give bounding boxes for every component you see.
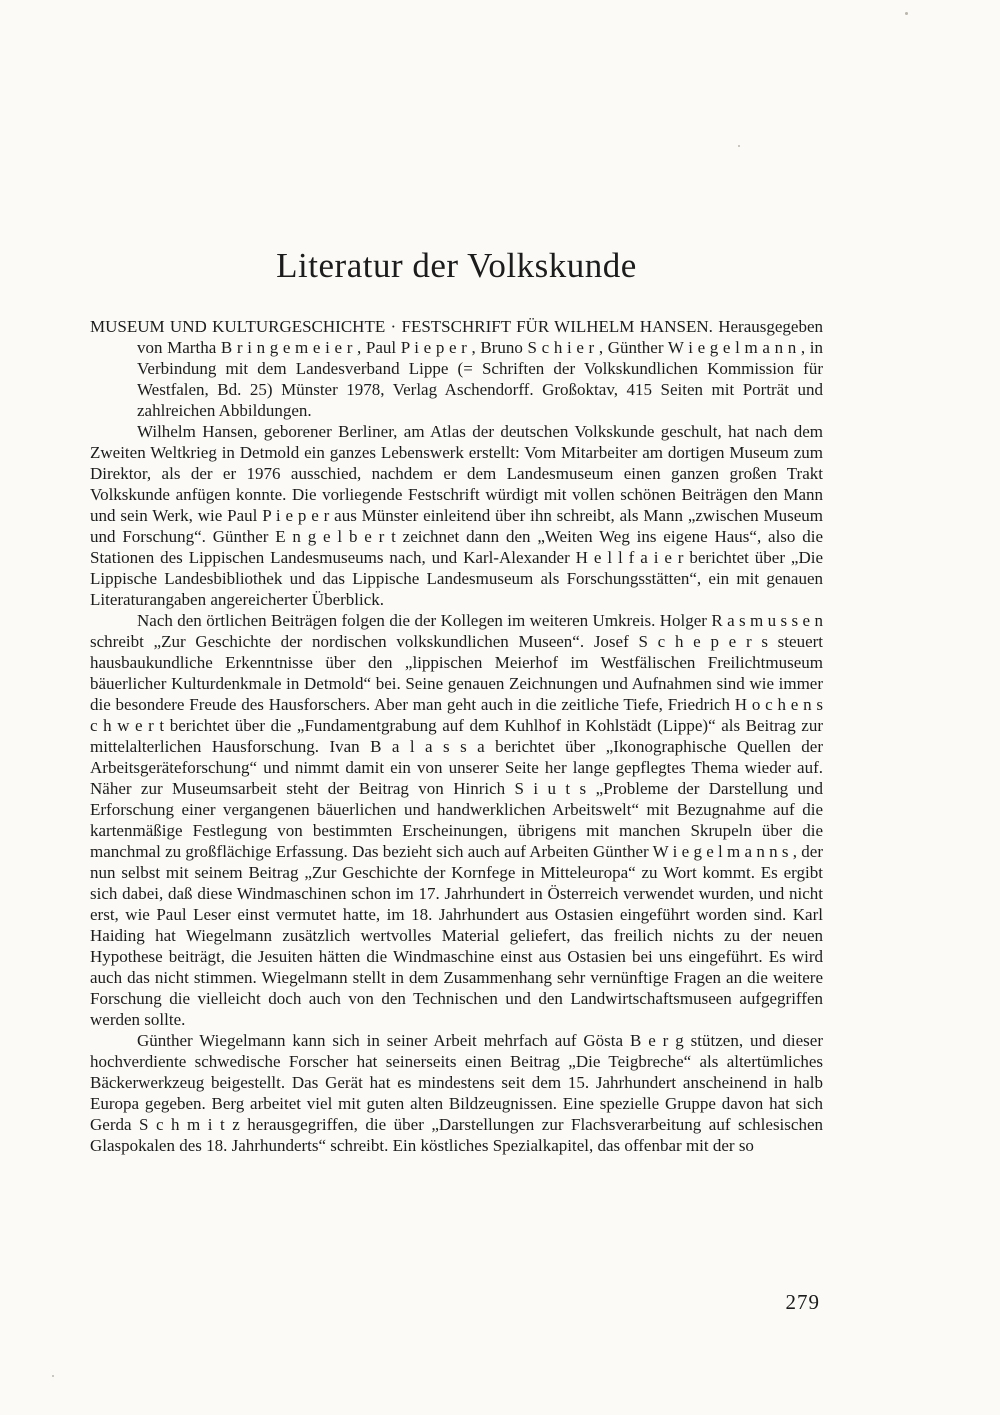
scan-speck <box>738 145 740 147</box>
text-block <box>90 316 823 1156</box>
scan-speck <box>905 12 908 15</box>
page-number: 279 <box>785 1290 820 1314</box>
review-paragraph: Nach den örtlichen Beiträgen folgen die der Kollegen im weiteren Umkreis. Holger R a s m u s s e n schreibt „Zur Geschichte der nordischen volkskundlichen Museen“. Josef S c h e p e r s steuert hausbaukundliche Erkenntnisse über den „lippischen Meierhof im Westfälischen Freilichtmuseum bäuerlicher Kulturdenkmale in Detmold“ bei. Seine genauen Zeichnungen und Aufnahmen sind wie immer die besondere Freude des Hausforschers. Aber man geht auch in die zeitliche Tiefe, Friedrich H o c h e n s c h w e r t berichtet über die „Fundamentgrabung auf dem Kuhlhof in Kohlstädt (Lippe)“ als Beitrag zur mittelalterlichen Hausforschung. Ivan B a l a s s a berichtet über „Ikonographische Quellen der Arbeitsgeräteforschung“ und nimmt damit ein von unserer Seite her lange gepflegtes Thema wieder auf. Näher zur Museumsarbeit steht der Beitrag von Hinrich S i u t s „Probleme der Darstellung und Erforschung einer vergangenen bäuerlichen und handwerklichen Arbeitswelt“ mit Bezugnahme auf die kartenmäßige Festlegung von bestimmten Erscheinungen, übrigens mit manchen Skrupeln über die manchmal zu großflächige Erfassung. Das bezieht sich auch auf Arbeiten Günther W i e g e l m a n n s , der nun selbst mit seinem Beitrag „Zur Geschichte der Kornfege in Mitteleuropa“ zu Wort kommt. Es ergibt sich dabei, daß diese Windmaschinen schon im 17. Jahrhundert in Österreich verwendet wurden, und nicht erst, wie Paul Leser einst vermutet hatte, im 18. Jahrhundert aus Ostasien eingeführt worden sind. Karl Haiding hat Wiegelmann zusätzlich wertvolles Material geliefert, das freilich nichts zu der neuen Hypothese beiträgt, die Jesuiten hätten die Windmaschine einst aus Ostasien bei uns eingeführt. Es wird auch das nicht stimmen. Wiegelmann stellt in dem Zusammenhang sehr vernünftige Fragen an die weitere Forschung die vielleicht doch auch von den Technischen und den Landwirtschaftsmuseen aufgegriffen werden sollte. <box>90 611 823 1030</box>
review-paragraph: Wilhelm Hansen, geborener Berliner, am Atlas der deutschen Volkskunde geschult, hat nach dem Zweiten Weltkrieg in Detmold ein ganzes Lebenswerk erstellt: Vom Mitarbeiter am dortigen Museum zum Direktor, als der er 1976 ausschied, nachdem er dem Landesmuseum einen ganzen großen Trakt Volkskunde anfügen konnte. Die vorliegende Festschrift würdigt mit vollen schönen Beiträgen den Mann und sein Werk, wie Paul P i e p e r aus Münster einleitend über ihn schreibt, als Mann „zwischen Museum und Forschung“. Günther E n g e l b e r t zeichnet dann den „Weiten Weg ins eigene Haus“, also die Stationen des Lippischen Landesmuseums nach, und Karl-Alexander H e l l f a i e r berichtet über „Die Lippische Landesbibliothek und das Lippische Landesmuseum als Forschungsstätten“, ein mit genauen Literaturangaben angereicherter Überblick. <box>90 422 823 610</box>
bibliography-paragraph: MUSEUM UND KULTURGESCHICHTE · FESTSCHRIFT FÜR WILHELM HANSEN. Herausgegeben von Martha B r i n g e m e i e r , Paul P i e p e r , Bruno S c h i e r , Günther W i e g e l m a n n , in Verbindung mit dem Landesverband Lippe (= Schriften der Volkskundlichen Kommission für Westfalen, Bd. 25) Münster 1978, Verlag Aschendorff. Großoktav, 415 Seiten mit Porträt und zahlreichen Abbildungen. <box>90 317 823 421</box>
page-title: Literatur der Volkskunde <box>276 246 637 285</box>
review-paragraph: Günther Wiegelmann kann sich in seiner Arbeit mehrfach auf Gösta B e r g stützen, und dieser hochverdiente schwedische Forscher hat seinerseits einen Beitrag „Die Teigbreche“ als altertümliches Bäckerwerkzeug beigestellt. Das Gerät hat es mindestens seit dem 15. Jahrhundert anscheinend in halb Europa gegeben. Berg arbeitet viel mit guten alten Bildzeugnissen. Eine spezielle Gruppe davon hat sich Gerda S c h m i t z herausgegriffen, die über „Darstellungen zur Flachsverarbeitung auf schlesischen Glaspokalen des 18. Jahrhunderts“ schreibt. Ein köstliches Spezialkapitel, das offenbar mit der so <box>90 1031 823 1156</box>
scan-speck <box>52 1375 54 1377</box>
